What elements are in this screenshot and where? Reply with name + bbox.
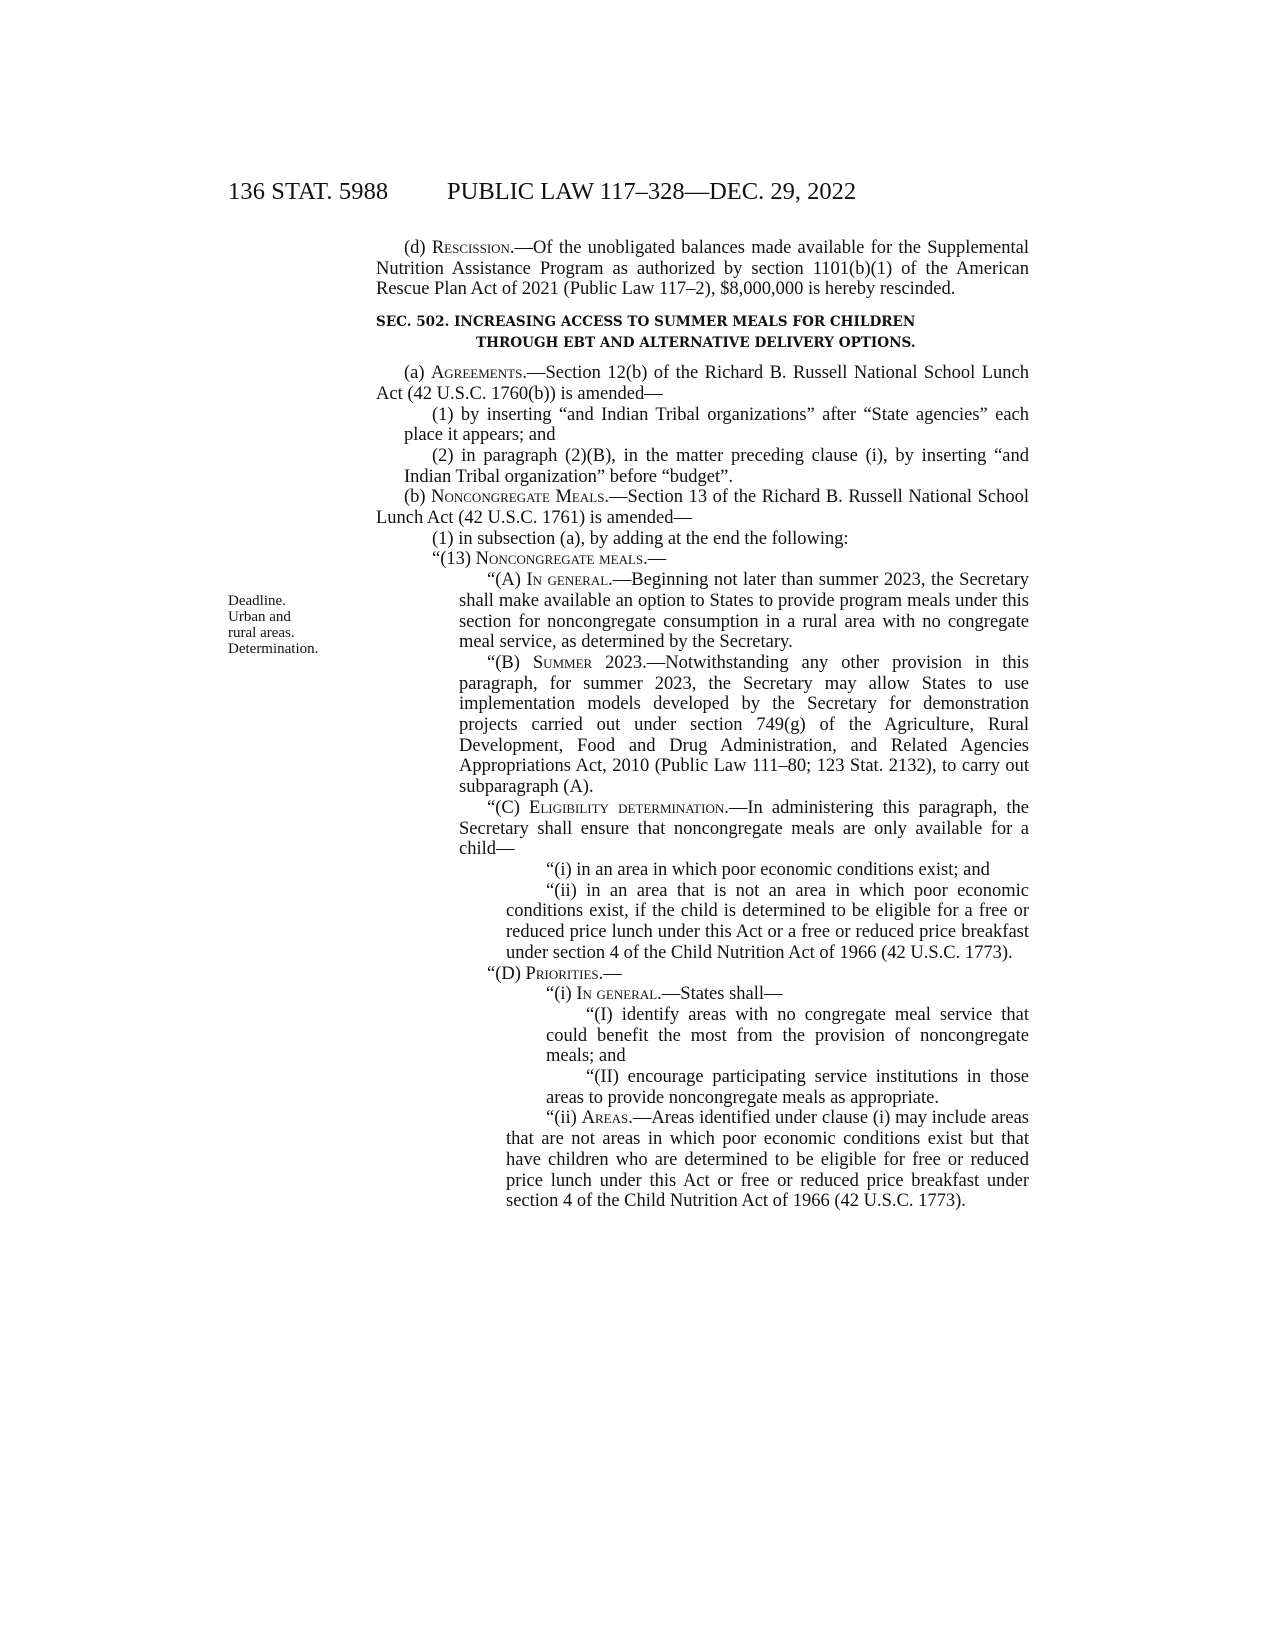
clause-D-ii: “(ii) Areas.—Areas identified under clause (i) may include areas that are not areas in which poor economic conditions exist but that have children who are determined to be eligible for free or reduced price lunch under this Act or free or reduced price breakfast under section 4 of the Child Nutrition Act of 1966 (42 U.S.C. 1773). <box>506 1108 1030 1212</box>
paragraph-b1: (1) in subsection (a), by adding at the end the following: <box>432 528 849 549</box>
clause-heading: Areas <box>581 1108 629 1129</box>
subparagraph-heading: Eligibility determination <box>529 797 725 818</box>
margin-note <box>228 593 348 657</box>
paragraph-heading: Noncongregate meals <box>475 549 644 570</box>
subsection-a: (a) Agreements.—Section 12(b) of the Richard B. Russell National School Lunch Act (42 U.S.C. 1760(b)) is amended— <box>376 363 1029 404</box>
clause-D-i: “(i) In general.—States shall— <box>546 984 783 1005</box>
subsection-heading: Noncongregate Meals <box>431 487 605 508</box>
section-heading-line1: SEC. 502. INCREASING ACCESS TO SUMMER MEALS FOR CHILDREN <box>376 314 916 331</box>
subsection-d: (d) Rescission.—Of the unobligated balances made available for the Supplemental Nutrition Assistance Program as authorized by section 1101(b)(1) of the American Rescue Plan Act of 2021 (Public Law 117–2), $8,000,000 is hereby rescinded. <box>376 238 1029 300</box>
section-heading <box>376 312 1029 353</box>
subparagraph-B: “(B) Summer 2023.—Notwithstanding any other provision in this paragraph, for summer 2023, the Secretary may allow States to use implementation models developed by the Secretary for demonstration projects carried out under section 749(g) of the Agriculture, Rural Development, Food and Drug Administration, and Related Agencies Appropriations Act, 2010 (Public Law 111–80; 123 Stat. 2132), to carry out subparagraph (A). <box>459 652 1029 798</box>
subclause-D-i-II: “(II) encourage participating service institutions in those areas to provide noncongregate meals as appropriate. <box>546 1067 1029 1108</box>
page-header-title: PUBLIC LAW 117–328—DEC. 29, 2022 <box>447 178 857 205</box>
section-heading-line2: THROUGH EBT AND ALTERNATIVE DELIVERY OPTIONS. <box>476 334 916 351</box>
paragraph-a1: (1) by inserting “and Indian Tribal organizations” after “State agencies” each place it appears; and <box>404 404 1029 446</box>
margin-note-line: Deadline. <box>228 593 286 609</box>
subsection-b: (b) Noncongregate Meals.—Section 13 of the Richard B. Russell National School Lunch Act (42 U.S.C. 1761) is amended— <box>376 487 1029 529</box>
margin-note-line: Urban and <box>228 609 291 625</box>
clause-heading: In general <box>576 984 658 1005</box>
subsection-heading: Agreements <box>430 363 523 384</box>
margin-note-line: Determination. <box>228 641 319 657</box>
subparagraph-heading: Summer 2023 <box>532 652 643 673</box>
subparagraph-heading: Priorities <box>525 963 599 984</box>
subparagraph-D: “(D) Priorities.— <box>487 963 622 984</box>
document-body <box>376 238 1029 1212</box>
paragraph-a2: (2) in paragraph (2)(B), in the matter preceding clause (i), by inserting “and Indian Tribal organization” before “budget”. <box>404 445 1029 487</box>
margin-note-line: rural areas. <box>228 625 295 641</box>
subsection-heading: Rescission <box>431 238 510 258</box>
subclause-D-i-I: “(I) identify areas with no congregate meal service that could benefit the most from the provision of noncongregate meals; and <box>546 1004 1029 1067</box>
clause-C-i: “(i) in an area in which poor economic conditions exist; and <box>546 859 990 880</box>
subparagraph-heading: In general <box>526 570 609 591</box>
paragraph-13: “(13) Noncongregate meals.— <box>432 549 667 570</box>
subparagraph-A: “(A) In general.—Beginning not later than summer 2023, the Secretary shall make available an option to States to provide program meals under this section for noncongregate consumption in a rural area with no congregate meal service, as determined by the Secretary. <box>459 570 1029 653</box>
clause-C-ii: “(ii) in an area that is not an area in which poor economic conditions exist, if the child is determined to be eligible for a free or reduced price lunch under this Act or a free or reduced price breakfast under section 4 of the Child Nutrition Act of 1966 (42 U.S.C. 1773). <box>506 880 1029 963</box>
subparagraph-C: “(C) Eligibility determination.—In administering this paragraph, the Secretary shall ensure that noncongregate meals are only available for a child— <box>459 797 1029 860</box>
page-stat-reference: 136 STAT. 5988 <box>228 178 389 205</box>
